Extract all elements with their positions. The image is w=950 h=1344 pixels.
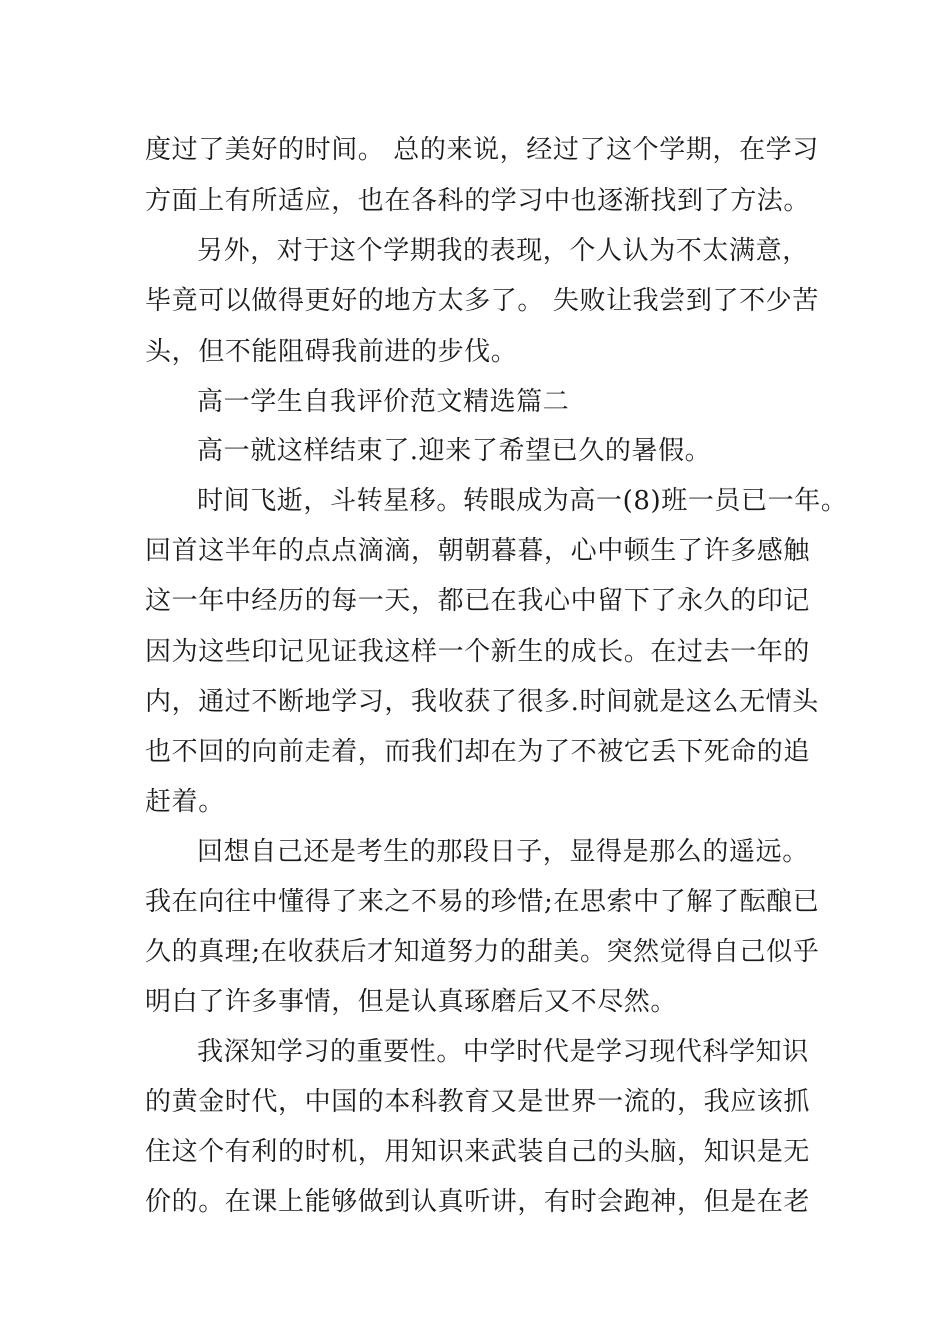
text-line: 内，通过不断地学习，我收获了很多.时间就是这么无情头 xyxy=(145,687,819,717)
text-line: 也不回的向前走着，而我们却在为了不被它丢下死命的追 xyxy=(145,737,811,767)
text-line: 方面上有所适应，也在各科的学习中也逐渐找到了方法。 xyxy=(145,186,811,216)
paragraph-first-line: 时间飞逝，斗转星移。转眼成为高一(8)班一员已一年。 xyxy=(197,486,848,516)
text-line: 这一年中经历的每一天，都已在我心中留下了永久的印记 xyxy=(145,586,811,616)
text-line: 毕竟可以做得更好的地方太多了。 失败让我尝到了不少苦 xyxy=(145,286,819,316)
text-line: 回首这半年的点点滴滴，朝朝暮暮，心中顿生了许多感触 xyxy=(145,536,811,566)
paragraph-first-line: 另外，对于这个学期我的表现，个人认为不太满意， xyxy=(197,236,809,266)
text-line: 度过了美好的时间。 总的来说，经过了这个学期，在学习 xyxy=(145,135,819,165)
paragraph-first-line: 我深知学习的重要性。中学时代是学习现代科学知识 xyxy=(197,1037,809,1067)
text-line: 明白了许多事情，但是认真琢磨后又不尽然。 xyxy=(145,987,678,1017)
text-line: 头，但不能阻碍我前进的步伐。 xyxy=(145,337,518,367)
text-line: 久的真理;在收获后才知道努力的甜美。突然觉得自己似乎 xyxy=(145,937,820,967)
paragraph-first-line: 回想自己还是考生的那段日子，显得是那么的遥远。 xyxy=(197,837,809,867)
text-line: 因为这些印记见证我这样一个新生的成长。在过去一年的 xyxy=(145,637,811,667)
text-line: 住这个有利的时机，用知识来武装自己的头脑，知识是无 xyxy=(145,1137,811,1167)
text-line: 的黄金时代，中国的本科教育又是世界一流的，我应该抓 xyxy=(145,1087,811,1117)
text-line: 价的。在课上能够做到认真听讲，有时会跑神，但是在老 xyxy=(145,1187,811,1217)
paragraph-first-line: 高一就这样结束了.迎来了希望已久的暑假。 xyxy=(197,436,712,466)
text-line: 我在向往中懂得了来之不易的珍惜;在思索中了解了酝酿已 xyxy=(145,887,820,917)
text-line: 赶着。 xyxy=(145,787,225,817)
section-heading: 高一学生自我评价范文精选篇二 xyxy=(197,387,570,417)
